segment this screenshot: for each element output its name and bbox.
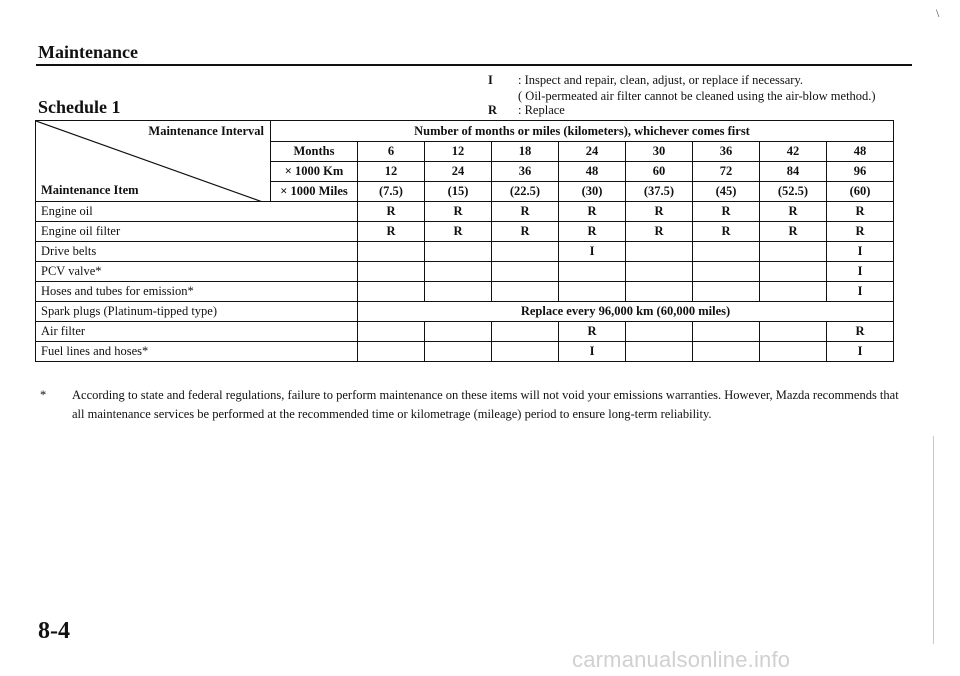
schedule-table-body bbox=[36, 121, 894, 362]
schedule-cell bbox=[693, 262, 760, 282]
km-value: 60 bbox=[626, 162, 693, 182]
replace-interval-note: Replace every 96,000 km (60,000 miles) bbox=[358, 302, 894, 322]
legend-inspect-key: I bbox=[488, 73, 493, 87]
maintenance-schedule-table bbox=[35, 120, 894, 362]
row-label-miles: × 1000 Miles bbox=[271, 182, 358, 202]
months-value: 36 bbox=[693, 142, 760, 162]
schedule-cell: R bbox=[492, 202, 559, 222]
table-row bbox=[36, 282, 894, 302]
maintenance-item-name: Hoses and tubes for emission* bbox=[36, 282, 358, 302]
km-value: 96 bbox=[827, 162, 894, 182]
schedule-cell: R bbox=[358, 202, 425, 222]
table-corner-cell bbox=[36, 121, 271, 202]
legend-replace-key: R bbox=[488, 103, 498, 117]
schedule-cell bbox=[760, 262, 827, 282]
maintenance-item-name: PCV valve* bbox=[36, 262, 358, 282]
row-label-months: Months bbox=[271, 142, 358, 162]
schedule-cell: R bbox=[358, 222, 425, 242]
months-value: 6 bbox=[358, 142, 425, 162]
legend-replace bbox=[488, 102, 565, 119]
corner-mark: \ bbox=[936, 6, 940, 20]
schedule-cell bbox=[693, 322, 760, 342]
page-edge-line bbox=[933, 436, 934, 644]
table-row bbox=[36, 302, 894, 322]
schedule-cell: I bbox=[827, 262, 894, 282]
schedule-cell: R bbox=[559, 222, 626, 242]
km-value: 24 bbox=[425, 162, 492, 182]
table-row bbox=[36, 262, 894, 282]
schedule-cell bbox=[358, 322, 425, 342]
legend-inspect-note: ( Oil-permeated air filter cannot be cleaned using the air-blow method.) bbox=[518, 89, 876, 103]
schedule-cell bbox=[693, 342, 760, 362]
miles-value: (15) bbox=[425, 182, 492, 202]
km-value: 48 bbox=[559, 162, 626, 182]
months-value: 18 bbox=[492, 142, 559, 162]
months-value: 30 bbox=[626, 142, 693, 162]
km-value: 12 bbox=[358, 162, 425, 182]
schedule-cell: R bbox=[827, 222, 894, 242]
schedule-cell: I bbox=[827, 242, 894, 262]
table-row bbox=[36, 202, 894, 222]
watermark: carmanualsonline.info bbox=[572, 647, 791, 672]
schedule-cell: R bbox=[693, 222, 760, 242]
table-row bbox=[36, 322, 894, 342]
schedule-cell: I bbox=[559, 242, 626, 262]
miles-value: (45) bbox=[693, 182, 760, 202]
section-divider bbox=[36, 64, 912, 66]
months-value: 12 bbox=[425, 142, 492, 162]
schedule-cell bbox=[626, 262, 693, 282]
schedule-cell bbox=[626, 282, 693, 302]
schedule-cell bbox=[358, 282, 425, 302]
schedule-cell: R bbox=[760, 202, 827, 222]
schedule-cell bbox=[425, 282, 492, 302]
months-value: 48 bbox=[827, 142, 894, 162]
schedule-cell bbox=[492, 322, 559, 342]
page-number: 8-4 bbox=[38, 618, 70, 644]
schedule-cell: I bbox=[827, 342, 894, 362]
schedule-cell bbox=[626, 322, 693, 342]
schedule-cell bbox=[425, 262, 492, 282]
schedule-cell: R bbox=[492, 222, 559, 242]
table-row bbox=[36, 222, 894, 242]
miles-value: (7.5) bbox=[358, 182, 425, 202]
legend-inspect-text: : Inspect and repair, clean, adjust, or replace if necessary. bbox=[518, 73, 804, 87]
maintenance-item-name: Air filter bbox=[36, 322, 358, 342]
schedule-cell bbox=[492, 282, 559, 302]
schedule-cell bbox=[760, 342, 827, 362]
footnote-marker: * bbox=[40, 388, 47, 402]
schedule-cell bbox=[693, 282, 760, 302]
schedule-cell bbox=[760, 282, 827, 302]
legend-replace-text: : Replace bbox=[518, 103, 565, 117]
schedule-cell bbox=[425, 322, 492, 342]
schedule-cell bbox=[492, 242, 559, 262]
maintenance-item-name: Fuel lines and hoses* bbox=[36, 342, 358, 362]
km-value: 36 bbox=[492, 162, 559, 182]
schedule-title: Schedule 1 bbox=[38, 97, 121, 117]
schedule-cell: R bbox=[827, 202, 894, 222]
legend-inspect bbox=[488, 72, 803, 89]
schedule-cell bbox=[693, 242, 760, 262]
footnote-text: According to state and federal regulations, failure to perform maintenance on these items will not void your emissions warranties. However, Mazda recommends that all maintenance services be performed at the recommended time or kilometrage (mileage) period to ensure long-term reliability. bbox=[72, 388, 899, 421]
schedule-cell bbox=[760, 322, 827, 342]
miles-value: (60) bbox=[827, 182, 894, 202]
months-value: 42 bbox=[760, 142, 827, 162]
schedule-cell: R bbox=[827, 322, 894, 342]
corner-item-label: Maintenance Item bbox=[41, 183, 139, 197]
schedule-cell bbox=[626, 342, 693, 362]
miles-value: (37.5) bbox=[626, 182, 693, 202]
row-label-km: × 1000 Km bbox=[271, 162, 358, 182]
miles-value: (22.5) bbox=[492, 182, 559, 202]
schedule-cell: I bbox=[559, 342, 626, 362]
schedule-cell bbox=[492, 342, 559, 362]
schedule-cell bbox=[492, 262, 559, 282]
corner-interval-label: Maintenance Interval bbox=[148, 124, 264, 138]
section-title: Maintenance bbox=[38, 42, 138, 62]
months-value: 24 bbox=[559, 142, 626, 162]
schedule-cell: R bbox=[626, 222, 693, 242]
header-row-main bbox=[36, 121, 894, 142]
schedule-cell bbox=[358, 262, 425, 282]
schedule-cell bbox=[559, 282, 626, 302]
km-value: 72 bbox=[693, 162, 760, 182]
schedule-cell bbox=[559, 262, 626, 282]
maintenance-item-name: Engine oil bbox=[36, 202, 358, 222]
schedule-cell: R bbox=[626, 202, 693, 222]
schedule-cell: R bbox=[425, 222, 492, 242]
schedule-cell bbox=[626, 242, 693, 262]
schedule-cell bbox=[425, 342, 492, 362]
maintenance-item-name: Spark plugs (Platinum-tipped type) bbox=[36, 302, 358, 322]
schedule-cell bbox=[425, 242, 492, 262]
table-row bbox=[36, 242, 894, 262]
table-row bbox=[36, 342, 894, 362]
maintenance-item-name: Drive belts bbox=[36, 242, 358, 262]
km-value: 84 bbox=[760, 162, 827, 182]
schedule-cell: R bbox=[693, 202, 760, 222]
header-interval-description: Number of months or miles (kilometers), whichever comes first bbox=[271, 121, 894, 142]
miles-value: (30) bbox=[559, 182, 626, 202]
schedule-cell bbox=[760, 242, 827, 262]
footnote bbox=[40, 386, 900, 424]
schedule-cell bbox=[358, 242, 425, 262]
schedule-cell bbox=[358, 342, 425, 362]
maintenance-item-name: Engine oil filter bbox=[36, 222, 358, 242]
schedule-cell: I bbox=[827, 282, 894, 302]
miles-value: (52.5) bbox=[760, 182, 827, 202]
schedule-cell: R bbox=[760, 222, 827, 242]
schedule-cell: R bbox=[559, 202, 626, 222]
schedule-cell: R bbox=[425, 202, 492, 222]
schedule-cell: R bbox=[559, 322, 626, 342]
